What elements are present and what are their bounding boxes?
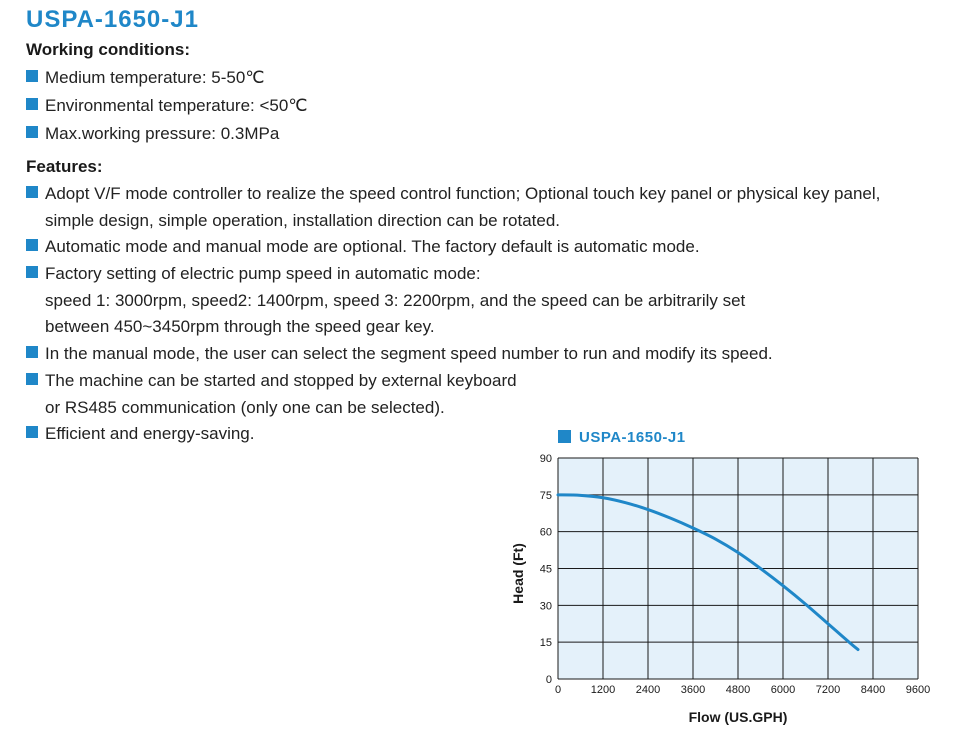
- feature-line: simple design, simple operation, installation direction can be rotated.: [45, 210, 561, 230]
- working-condition-text: Medium temperature: 5-50℃: [45, 68, 265, 87]
- working-conditions-heading: Working conditions:: [26, 40, 191, 59]
- feature-line: speed 1: 3000rpm, speed2: 1400rpm, speed 3: 2200rpm, and the speed can be arbitrarily set: [45, 290, 746, 310]
- feature-line: Adopt V/F mode controller to realize the speed control function; Optional touch key panel or physical key panel,: [45, 184, 881, 203]
- feature-line: In the manual mode, the user can select the segment speed number to run and modify its speed.: [45, 344, 773, 363]
- x-tick-label: 2400: [635, 684, 661, 696]
- working-condition-text: Environmental temperature: <50℃: [45, 96, 308, 115]
- feature-line: Factory setting of electric pump speed in automatic mode:: [45, 264, 481, 283]
- x-tick-label: 7200: [815, 684, 841, 696]
- x-tick-label: 0: [554, 684, 562, 696]
- x-tick-label: 1200: [590, 684, 616, 696]
- feature-line: Automatic mode and manual mode are optional. The factory default is automatic mode.: [45, 237, 700, 256]
- x-tick-label: 8400: [860, 684, 886, 696]
- x-tick-label: 6000: [770, 684, 796, 696]
- y-tick-label: 90: [539, 453, 552, 465]
- feature-line: between 450~3450rpm through the speed gear key.: [45, 317, 435, 336]
- feature-line: The machine can be started and stopped by external keyboard: [45, 371, 517, 390]
- y-tick-label: 30: [539, 600, 552, 613]
- working-condition-text: Max.working pressure: 0.3MPa: [45, 124, 280, 143]
- chart-title-text: USPA-1650-J1: [579, 429, 686, 446]
- x-axis-label: Flow (US.GPH): [688, 709, 788, 725]
- y-tick-label: 45: [539, 563, 552, 576]
- y-tick-label: 15: [539, 637, 552, 650]
- feature-line: Efficient and energy-saving.: [45, 424, 255, 443]
- x-tick-label: 9600: [905, 684, 931, 696]
- x-tick-label: 3600: [680, 684, 706, 696]
- x-tick-label: 4800: [725, 684, 751, 696]
- y-tick-label: 75: [539, 489, 552, 502]
- features-heading: Features:: [26, 157, 103, 176]
- feature-line: or RS485 communication (only one can be selected).: [45, 397, 445, 417]
- y-tick-label: 60: [539, 526, 552, 539]
- y-axis-label: Head (Ft): [510, 543, 526, 604]
- y-tick-label: 0: [545, 674, 552, 686]
- page-title: USPA-1650-J1: [26, 6, 199, 33]
